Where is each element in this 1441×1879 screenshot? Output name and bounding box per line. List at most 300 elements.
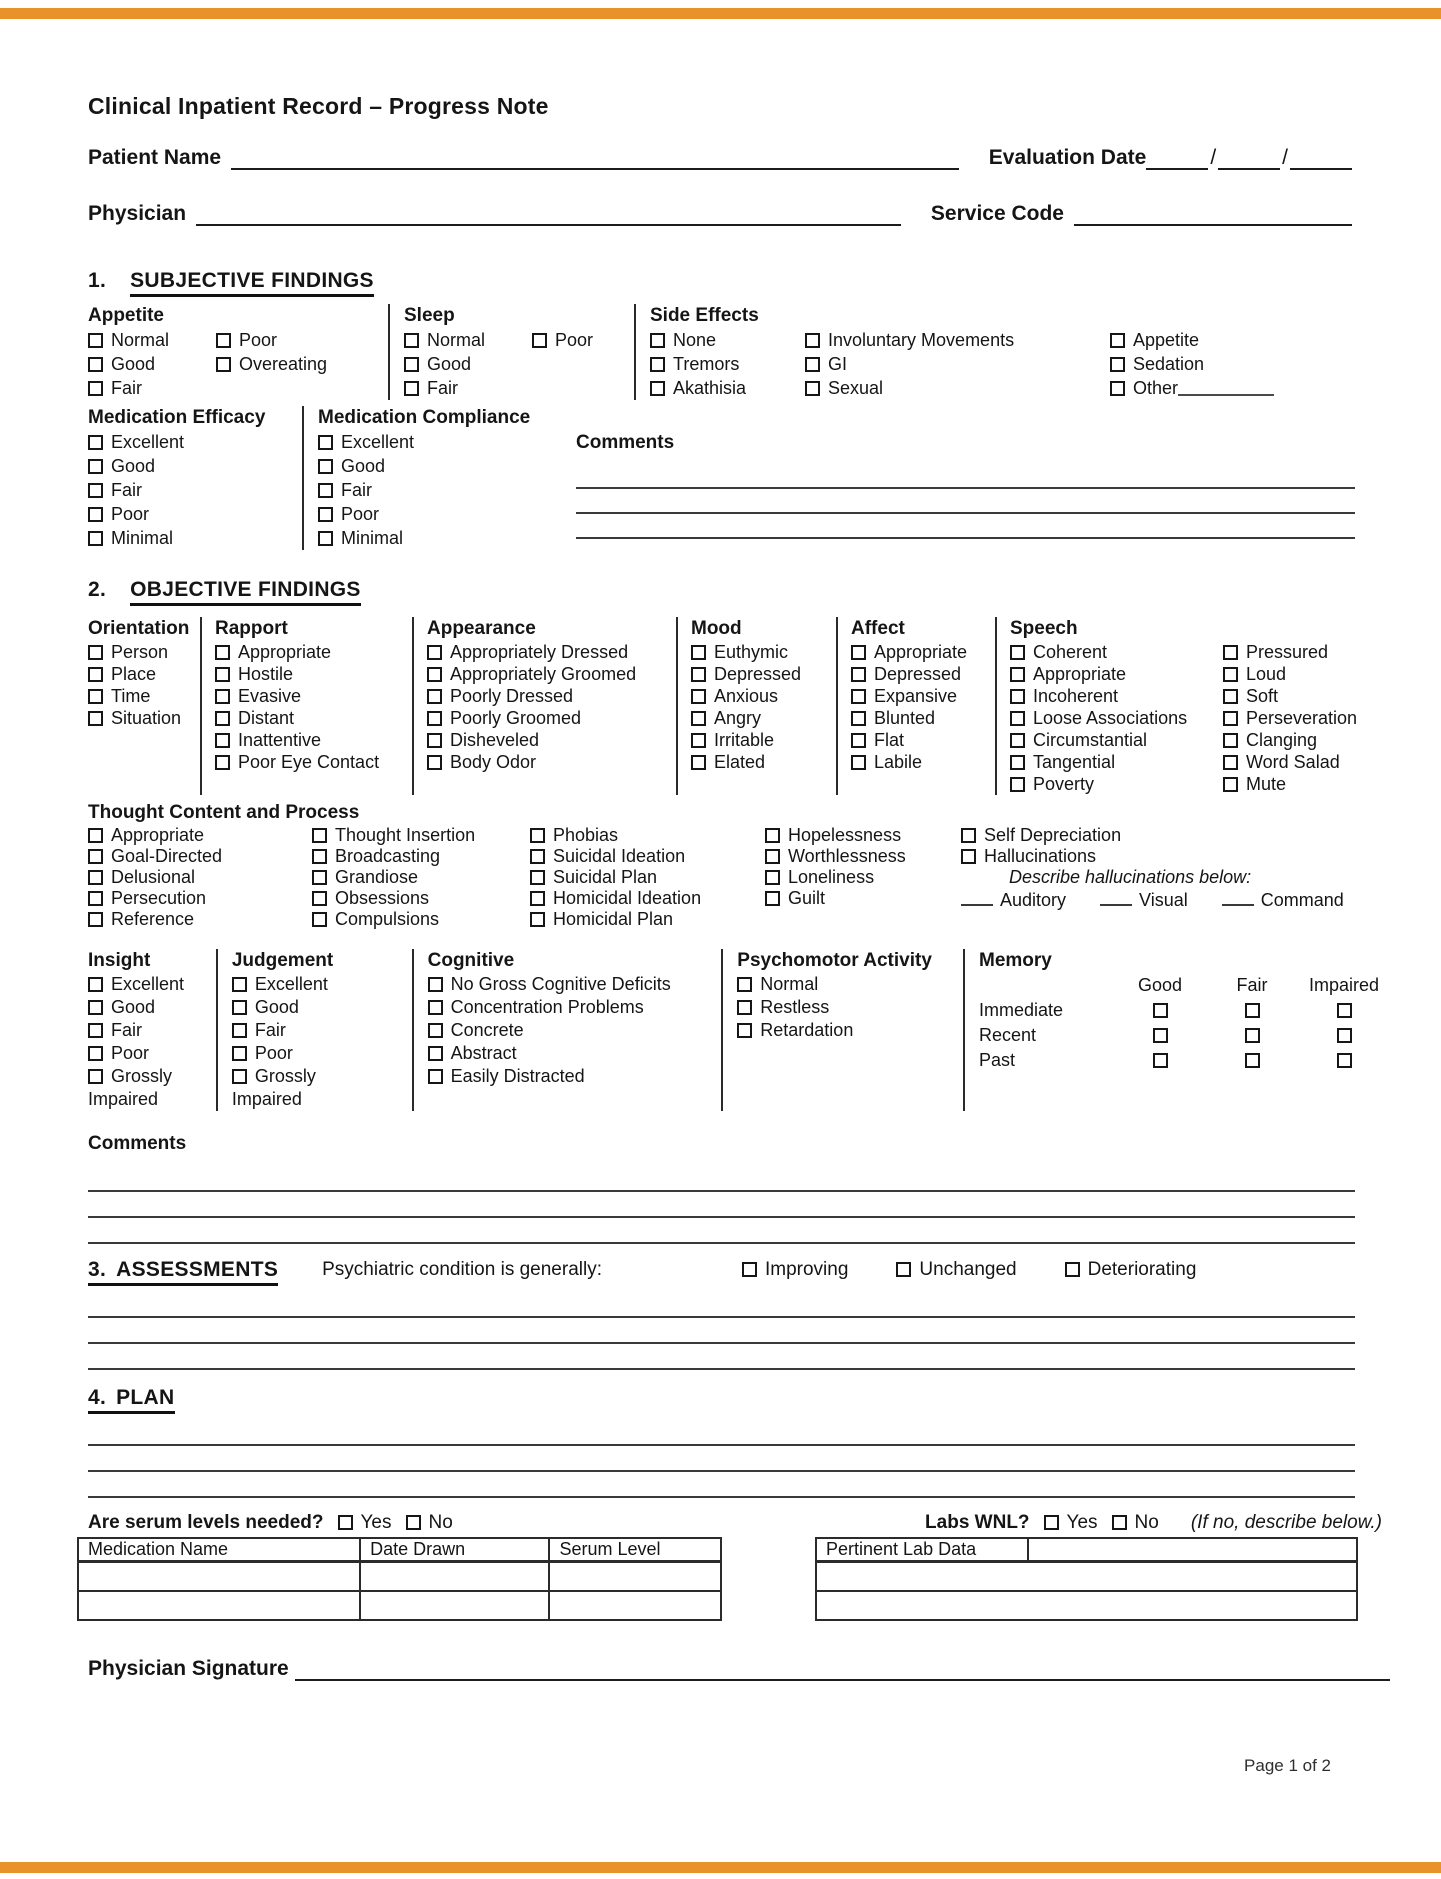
column-header: Pertinent Lab Data	[816, 1538, 1028, 1562]
checkbox[interactable]	[961, 849, 976, 864]
checkbox[interactable]	[530, 870, 545, 885]
checkbox[interactable]	[805, 381, 820, 396]
checkbox-option: Guilt	[765, 888, 961, 909]
checkbox[interactable]	[1223, 733, 1238, 748]
checkbox-option: Grandiose	[312, 867, 530, 888]
other-field[interactable]	[1178, 380, 1274, 396]
checkbox-option: Poor	[88, 1042, 210, 1065]
checkbox-option: Goal-Directed	[88, 846, 312, 867]
checkbox[interactable]	[318, 507, 333, 522]
page-number: Page 1 of 2	[1244, 1756, 1331, 1775]
checkbox[interactable]	[312, 849, 327, 864]
checkbox[interactable]	[232, 1000, 247, 1015]
checkbox[interactable]	[428, 1069, 443, 1084]
checkbox[interactable]	[232, 1023, 247, 1038]
appearance-group: Appearance Appropriately Dressed Appropriately Groomed Poorly Dressed Poorly Groomed Disheveled Body Odor	[412, 617, 676, 795]
checkbox-option: Euthymic	[691, 641, 836, 663]
checkbox[interactable]	[88, 828, 103, 843]
checkbox[interactable]	[530, 828, 545, 843]
checkbox[interactable]	[232, 977, 247, 992]
cognitive-group: Cognitive No Gross Cognitive Deficits Concentration Problems Concrete Abstract Easily Distracted	[412, 949, 722, 1111]
checkbox[interactable]	[428, 977, 443, 992]
checkbox-option: Depressed	[851, 663, 995, 685]
checkbox[interactable]	[1153, 1053, 1168, 1068]
column-header: Date Drawn	[360, 1538, 549, 1562]
hallucinations-subgroup	[961, 825, 1390, 930]
checkbox[interactable]	[318, 435, 333, 450]
checkbox[interactable]	[88, 912, 103, 927]
checkbox[interactable]	[427, 733, 442, 748]
checkbox-option: Fair	[318, 478, 534, 502]
checkbox-option: Appropriate	[851, 641, 995, 663]
checkbox[interactable]	[1112, 1515, 1127, 1530]
checkbox[interactable]	[1010, 667, 1025, 682]
checkbox[interactable]	[1245, 1003, 1260, 1018]
section-objective-heading: 2. OBJECTIVE FINDINGS	[88, 578, 1390, 602]
checkbox-option: Good	[318, 454, 534, 478]
checkbox[interactable]	[805, 357, 820, 372]
checkbox[interactable]	[312, 828, 327, 843]
checkbox[interactable]	[650, 333, 665, 348]
checkbox-option: Thought Insertion	[312, 825, 530, 846]
table-cell-blank[interactable]	[816, 1591, 1357, 1620]
plan-line[interactable]	[88, 1420, 1355, 1446]
checkbox-option: Fair	[88, 376, 216, 400]
checkbox-option: Appropriately Dressed	[427, 641, 676, 663]
checkbox[interactable]	[88, 381, 103, 396]
serum-no-option: No	[406, 1512, 453, 1534]
checkbox[interactable]	[1223, 711, 1238, 726]
column-header: Serum Level	[549, 1538, 721, 1562]
comments-line[interactable]	[88, 1166, 1355, 1192]
checkbox[interactable]	[1223, 689, 1238, 704]
table-cell-blank[interactable]	[816, 1562, 1357, 1591]
wnl-yes-option: Yes	[1044, 1512, 1098, 1534]
checkbox-option: Incoherent	[1010, 685, 1223, 707]
checkbox-option: Poorly Groomed	[427, 707, 676, 729]
checkbox[interactable]	[428, 1023, 443, 1038]
table-cell-blank[interactable]	[1028, 1538, 1357, 1562]
table-cell-blank[interactable]	[360, 1591, 549, 1620]
checkbox[interactable]	[851, 733, 866, 748]
checkbox-option: Poor	[318, 502, 534, 526]
checkbox-option: Deteriorating	[1065, 1259, 1197, 1281]
checkbox-option: Irritable	[691, 729, 836, 751]
checkbox[interactable]	[691, 755, 706, 770]
checkbox[interactable]	[805, 333, 820, 348]
appetite-group: Appetite Normal Good Fair Poor Overeating	[88, 305, 328, 398]
physician-row	[88, 202, 1390, 226]
checkbox-option: Excellent	[88, 430, 302, 454]
checkbox-option: Body Odor	[427, 751, 676, 773]
checkbox[interactable]	[532, 333, 547, 348]
checkbox-option: Expansive	[851, 685, 995, 707]
checkbox-option: None	[650, 328, 805, 352]
checkbox[interactable]	[1245, 1028, 1260, 1043]
insight-group: Insight Excellent Good Fair Poor Grossly Impaired	[88, 949, 216, 1111]
checkbox-option: Good	[88, 454, 302, 478]
plan-line[interactable]	[88, 1446, 1355, 1472]
checkbox[interactable]	[88, 1000, 103, 1015]
form-content	[88, 78, 1390, 1681]
checkbox[interactable]	[1337, 1028, 1352, 1043]
checkbox-option: Concentration Problems	[428, 996, 722, 1019]
checkbox[interactable]	[650, 357, 665, 372]
checkbox[interactable]	[215, 711, 230, 726]
checkbox-option: Elated	[691, 751, 836, 773]
checkbox-option: Excellent	[318, 430, 534, 454]
date-month-field[interactable]	[1146, 146, 1208, 170]
checkbox[interactable]	[215, 689, 230, 704]
checkbox[interactable]	[318, 459, 333, 474]
memory-cell	[1114, 1023, 1206, 1048]
checkbox[interactable]	[1223, 777, 1238, 792]
checkbox[interactable]	[1010, 689, 1025, 704]
checkbox-option: Appropriate	[1010, 663, 1223, 685]
checkbox[interactable]	[765, 828, 780, 843]
checkbox-option: Normal	[737, 973, 963, 996]
checkbox[interactable]	[427, 689, 442, 704]
checkbox[interactable]	[1337, 1003, 1352, 1018]
checkbox[interactable]	[232, 1046, 247, 1061]
checkbox[interactable]	[88, 1023, 103, 1038]
checkbox-option: Pressured	[1223, 641, 1357, 663]
date-day-field[interactable]	[1218, 146, 1280, 170]
checkbox[interactable]	[1153, 1028, 1168, 1043]
memory-column-header: Impaired	[1308, 975, 1380, 995]
checkbox[interactable]	[88, 689, 103, 704]
checkbox-option: GI	[805, 352, 1110, 376]
hallucination-blank-field[interactable]	[961, 892, 993, 906]
checkbox[interactable]	[691, 689, 706, 704]
checkbox[interactable]	[88, 459, 103, 474]
checkbox-option: Delusional	[88, 867, 312, 888]
checkbox[interactable]	[530, 849, 545, 864]
checkbox-option: Excellent	[88, 973, 210, 996]
checkbox-option: Fair	[232, 1019, 354, 1042]
checkbox-option: Appropriately Groomed	[427, 663, 676, 685]
checkbox-option: Homicidal Plan	[530, 909, 765, 930]
checkbox[interactable]	[1223, 667, 1238, 682]
checkbox-option: Word Salad	[1223, 751, 1357, 773]
table-cell-blank[interactable]	[360, 1562, 549, 1591]
memory-row-label: Recent	[979, 1025, 1037, 1045]
affect-group: Affect Appropriate Depressed Expansive Blunted Flat Labile	[836, 617, 995, 795]
section-subjective-heading: 1. SUBJECTIVE FINDINGS	[88, 269, 1390, 293]
insight-row-grid	[88, 949, 1390, 1111]
checkbox[interactable]	[88, 977, 103, 992]
checkbox[interactable]	[427, 755, 442, 770]
checkbox[interactable]	[1110, 381, 1125, 396]
labs-questions-row	[88, 1512, 1390, 1534]
memory-cell	[1298, 1023, 1390, 1048]
checkbox-option: Flat	[851, 729, 995, 751]
checkbox[interactable]	[1010, 777, 1025, 792]
checkbox-option: Hallucinations	[961, 846, 1390, 867]
checkbox[interactable]	[737, 1023, 752, 1038]
checkbox-option: Inattentive	[215, 729, 412, 751]
patient-row	[88, 146, 1390, 170]
checkbox-option: Easily Distracted	[428, 1065, 722, 1088]
checkbox-option: Evasive	[215, 685, 412, 707]
checkbox[interactable]	[338, 1515, 353, 1530]
checkbox[interactable]	[1245, 1053, 1260, 1068]
memory-column-header: Good	[1137, 975, 1183, 995]
checkbox[interactable]	[88, 435, 103, 450]
checkbox[interactable]	[530, 912, 545, 927]
checkbox[interactable]	[851, 711, 866, 726]
serum-question: Are serum levels needed?	[88, 1512, 324, 1533]
hallucination-blank-field[interactable]	[1222, 892, 1254, 906]
wnl-no-option: No	[1112, 1512, 1159, 1534]
checkbox[interactable]	[530, 891, 545, 906]
checkbox-option: Loose Associations	[1010, 707, 1223, 729]
labs-wnl-question: Labs WNL?	[925, 1512, 1030, 1533]
checkbox[interactable]	[88, 891, 103, 906]
physician-field[interactable]	[196, 202, 901, 226]
checkbox[interactable]	[88, 870, 103, 885]
assessments-line[interactable]	[88, 1318, 1355, 1344]
patient-name-field[interactable]	[231, 146, 959, 170]
checkbox[interactable]	[1223, 645, 1238, 660]
patient-name-label: Patient Name	[88, 146, 222, 169]
checkbox[interactable]	[404, 381, 419, 396]
checkbox-option: Minimal	[318, 526, 534, 550]
sleep-group: Sleep Normal Good Fair Poor	[388, 304, 634, 400]
subjective-comments: Comments	[534, 406, 1390, 550]
checkbox[interactable]	[961, 828, 976, 843]
hallucination-blank-field[interactable]	[1100, 892, 1132, 906]
checkbox-option: Poor Eye Contact	[215, 751, 412, 773]
checkbox[interactable]	[312, 891, 327, 906]
describe-hallucinations-note: Describe hallucinations below:	[1009, 867, 1252, 887]
checkbox-option: Poor	[232, 1042, 354, 1065]
checkbox[interactable]	[427, 711, 442, 726]
checkbox[interactable]	[896, 1262, 911, 1277]
checkbox[interactable]	[215, 755, 230, 770]
table-cell-blank[interactable]	[78, 1591, 360, 1620]
checkbox[interactable]	[1110, 357, 1125, 372]
checkbox-option: Fair	[88, 478, 302, 502]
checkbox[interactable]	[404, 357, 419, 372]
checkbox-option: Compulsions	[312, 909, 530, 930]
checkbox-option: Poorly Dressed	[427, 685, 676, 707]
checkbox[interactable]	[1065, 1262, 1080, 1277]
speech-group: Speech Coherent Appropriate Incoherent Loose Associations Circumstantial Tangential Poverty Pressured Loud Soft Perseveration Clanging Word Salad Mute	[995, 617, 1390, 795]
checkbox[interactable]	[1010, 711, 1025, 726]
checkbox[interactable]	[216, 333, 231, 348]
checkbox-option: Involuntary Movements	[805, 328, 1110, 352]
checkbox[interactable]	[1010, 755, 1025, 770]
checkbox-option: Suicidal Ideation	[530, 846, 765, 867]
checkbox-option: Distant	[215, 707, 412, 729]
checkbox-option: Improving	[742, 1259, 848, 1281]
psychomotor-group: Psychomotor Activity Normal Restless Retardation	[721, 949, 963, 1111]
checkbox[interactable]	[88, 531, 103, 546]
checkbox[interactable]	[404, 333, 419, 348]
checkbox-option: Reference	[88, 909, 312, 930]
service-code-label: Service Code	[930, 202, 1064, 225]
checkbox-option: Mute	[1223, 773, 1357, 795]
checkbox-option: Good	[232, 996, 354, 1019]
comments-line[interactable]	[576, 514, 1355, 539]
checkbox[interactable]	[765, 891, 780, 906]
checkbox[interactable]	[737, 1000, 752, 1015]
comments-line[interactable]	[576, 489, 1355, 514]
checkbox-option: Situation	[88, 707, 200, 729]
table-cell-blank[interactable]	[549, 1562, 721, 1591]
checkbox[interactable]	[318, 483, 333, 498]
checkbox[interactable]	[406, 1515, 421, 1530]
checkbox[interactable]	[650, 381, 665, 396]
checkbox[interactable]	[88, 357, 103, 372]
memory-grid	[979, 973, 1390, 1073]
rapport-group: Rapport Appropriate Hostile Evasive Distant Inattentive Poor Eye Contact	[200, 617, 412, 795]
memory-cell	[1114, 1048, 1206, 1073]
date-year-field[interactable]	[1290, 146, 1352, 170]
checkbox[interactable]	[88, 333, 103, 348]
hallucination-type: Visual	[1100, 888, 1188, 912]
checkbox[interactable]	[737, 977, 752, 992]
checkbox-option: Obsessions	[312, 888, 530, 909]
checkbox[interactable]	[1044, 1515, 1059, 1530]
signature-row	[88, 1655, 1390, 1681]
checkbox-option: Poor	[216, 328, 327, 352]
checkbox[interactable]	[765, 870, 780, 885]
physician-signature-field[interactable]	[295, 1655, 1390, 1681]
checkbox[interactable]	[88, 849, 103, 864]
page-title: Clinical Inpatient Record – Progress Note	[88, 93, 549, 119]
checkbox-option: Appropriate	[215, 641, 412, 663]
checkbox-option: Homicidal Ideation	[530, 888, 765, 909]
comments-line[interactable]	[88, 1192, 1355, 1218]
checkbox[interactable]	[88, 507, 103, 522]
checkbox[interactable]	[1010, 733, 1025, 748]
checkbox-option: Soft	[1223, 685, 1357, 707]
checkbox-option: Grossly Impaired	[88, 1066, 173, 1109]
checkbox-option: Disheveled	[427, 729, 676, 751]
physician-signature-label: Physician Signature	[88, 1656, 289, 1680]
checkbox[interactable]	[88, 1069, 103, 1084]
service-code-field[interactable]	[1074, 202, 1352, 226]
checkbox[interactable]	[215, 667, 230, 682]
checkbox[interactable]	[232, 1069, 247, 1084]
memory-cell	[1206, 998, 1298, 1023]
checkbox[interactable]	[691, 667, 706, 682]
checkbox-option: Akathisia	[650, 376, 805, 400]
checkbox-option: Unchanged	[896, 1259, 1016, 1281]
table-cell-blank[interactable]	[78, 1562, 360, 1591]
checkbox[interactable]	[1110, 333, 1125, 348]
assessments-line[interactable]	[88, 1344, 1355, 1370]
checkbox[interactable]	[215, 733, 230, 748]
checkbox[interactable]	[691, 711, 706, 726]
checkbox[interactable]	[427, 667, 442, 682]
physician-label: Physician	[88, 202, 187, 225]
bottom-accent-bar	[0, 1862, 1441, 1873]
checkbox[interactable]	[851, 667, 866, 682]
checkbox-option: Tremors	[650, 352, 805, 376]
pertinent-lab-table	[815, 1537, 1358, 1621]
checkbox[interactable]	[312, 870, 327, 885]
checkbox[interactable]	[1223, 755, 1238, 770]
date-slash: /	[1210, 146, 1217, 169]
checkbox[interactable]	[88, 483, 103, 498]
top-accent-bar	[0, 8, 1441, 19]
checkbox[interactable]	[88, 645, 103, 660]
orientation-group: Orientation Person Place Time Situation	[88, 617, 200, 795]
checkbox[interactable]	[216, 357, 231, 372]
comments-line[interactable]	[576, 464, 1355, 489]
checkbox-option: Normal	[404, 328, 532, 352]
checkbox[interactable]	[1337, 1053, 1352, 1068]
medication-row	[88, 406, 1390, 550]
checkbox[interactable]	[851, 645, 866, 660]
checkbox[interactable]	[88, 1046, 103, 1061]
comments-line[interactable]	[88, 1218, 1355, 1244]
assessments-row	[88, 1258, 1390, 1282]
checkbox-option: Fair	[88, 1019, 210, 1042]
checkbox[interactable]	[88, 667, 103, 682]
checkbox-option: Person	[88, 641, 200, 663]
checkbox[interactable]	[742, 1262, 757, 1277]
checkbox-option: Tangential	[1010, 751, 1223, 773]
checkbox-option: Normal	[88, 328, 216, 352]
memory-column-header: Fair	[1236, 975, 1268, 995]
labs-wnl-group	[925, 1512, 1382, 1534]
checkbox-option: Circumstantial	[1010, 729, 1223, 751]
checkbox[interactable]	[765, 849, 780, 864]
checkbox[interactable]	[428, 1000, 443, 1015]
checkbox-option: Place	[88, 663, 200, 685]
checkbox[interactable]	[215, 645, 230, 660]
checkbox[interactable]	[318, 531, 333, 546]
checkbox-option: Excellent	[232, 973, 354, 996]
checkbox[interactable]	[691, 733, 706, 748]
checkbox-option: Blunted	[851, 707, 995, 729]
checkbox-option: Concrete	[428, 1019, 722, 1042]
checkbox[interactable]	[851, 689, 866, 704]
checkbox-option: Restless	[737, 996, 963, 1019]
checkbox[interactable]	[427, 645, 442, 660]
table-cell-blank[interactable]	[549, 1591, 721, 1620]
serum-yes-option: Yes	[338, 1512, 392, 1534]
checkbox-option: Poverty	[1010, 773, 1223, 795]
medication-serum-table	[77, 1537, 722, 1621]
checkbox-option: Good	[88, 352, 216, 376]
objective-grid	[88, 617, 1390, 795]
evaluation-date-field[interactable]	[1146, 146, 1352, 170]
mood-group: Mood Euthymic Depressed Anxious Angry Irritable Elated	[676, 617, 836, 795]
checkbox[interactable]	[851, 755, 866, 770]
checkbox[interactable]	[1153, 1003, 1168, 1018]
checkbox[interactable]	[691, 645, 706, 660]
checkbox[interactable]	[1010, 645, 1025, 660]
checkbox[interactable]	[428, 1046, 443, 1061]
checkbox[interactable]	[312, 912, 327, 927]
checkbox-option: Appetite	[1110, 328, 1274, 352]
checkbox[interactable]	[88, 711, 103, 726]
medication-compliance-group: Medication Compliance Excellent Good Fair Poor Minimal	[302, 406, 534, 550]
section-plan-heading: 4. PLAN	[88, 1386, 1390, 1410]
checkbox-option: Sedation	[1110, 352, 1274, 376]
memory-row-label: Past	[979, 1050, 1016, 1070]
checkbox-option: Good	[404, 352, 532, 376]
side-effects-group: Side Effects None Tremors Akathisia Involuntary Movements GI Sexual Appetite Sedation Other	[634, 304, 1390, 400]
evaluation-date-label: Evaluation Date	[988, 146, 1147, 169]
plan-line[interactable]	[88, 1472, 1355, 1498]
assessments-line[interactable]	[88, 1292, 1355, 1318]
